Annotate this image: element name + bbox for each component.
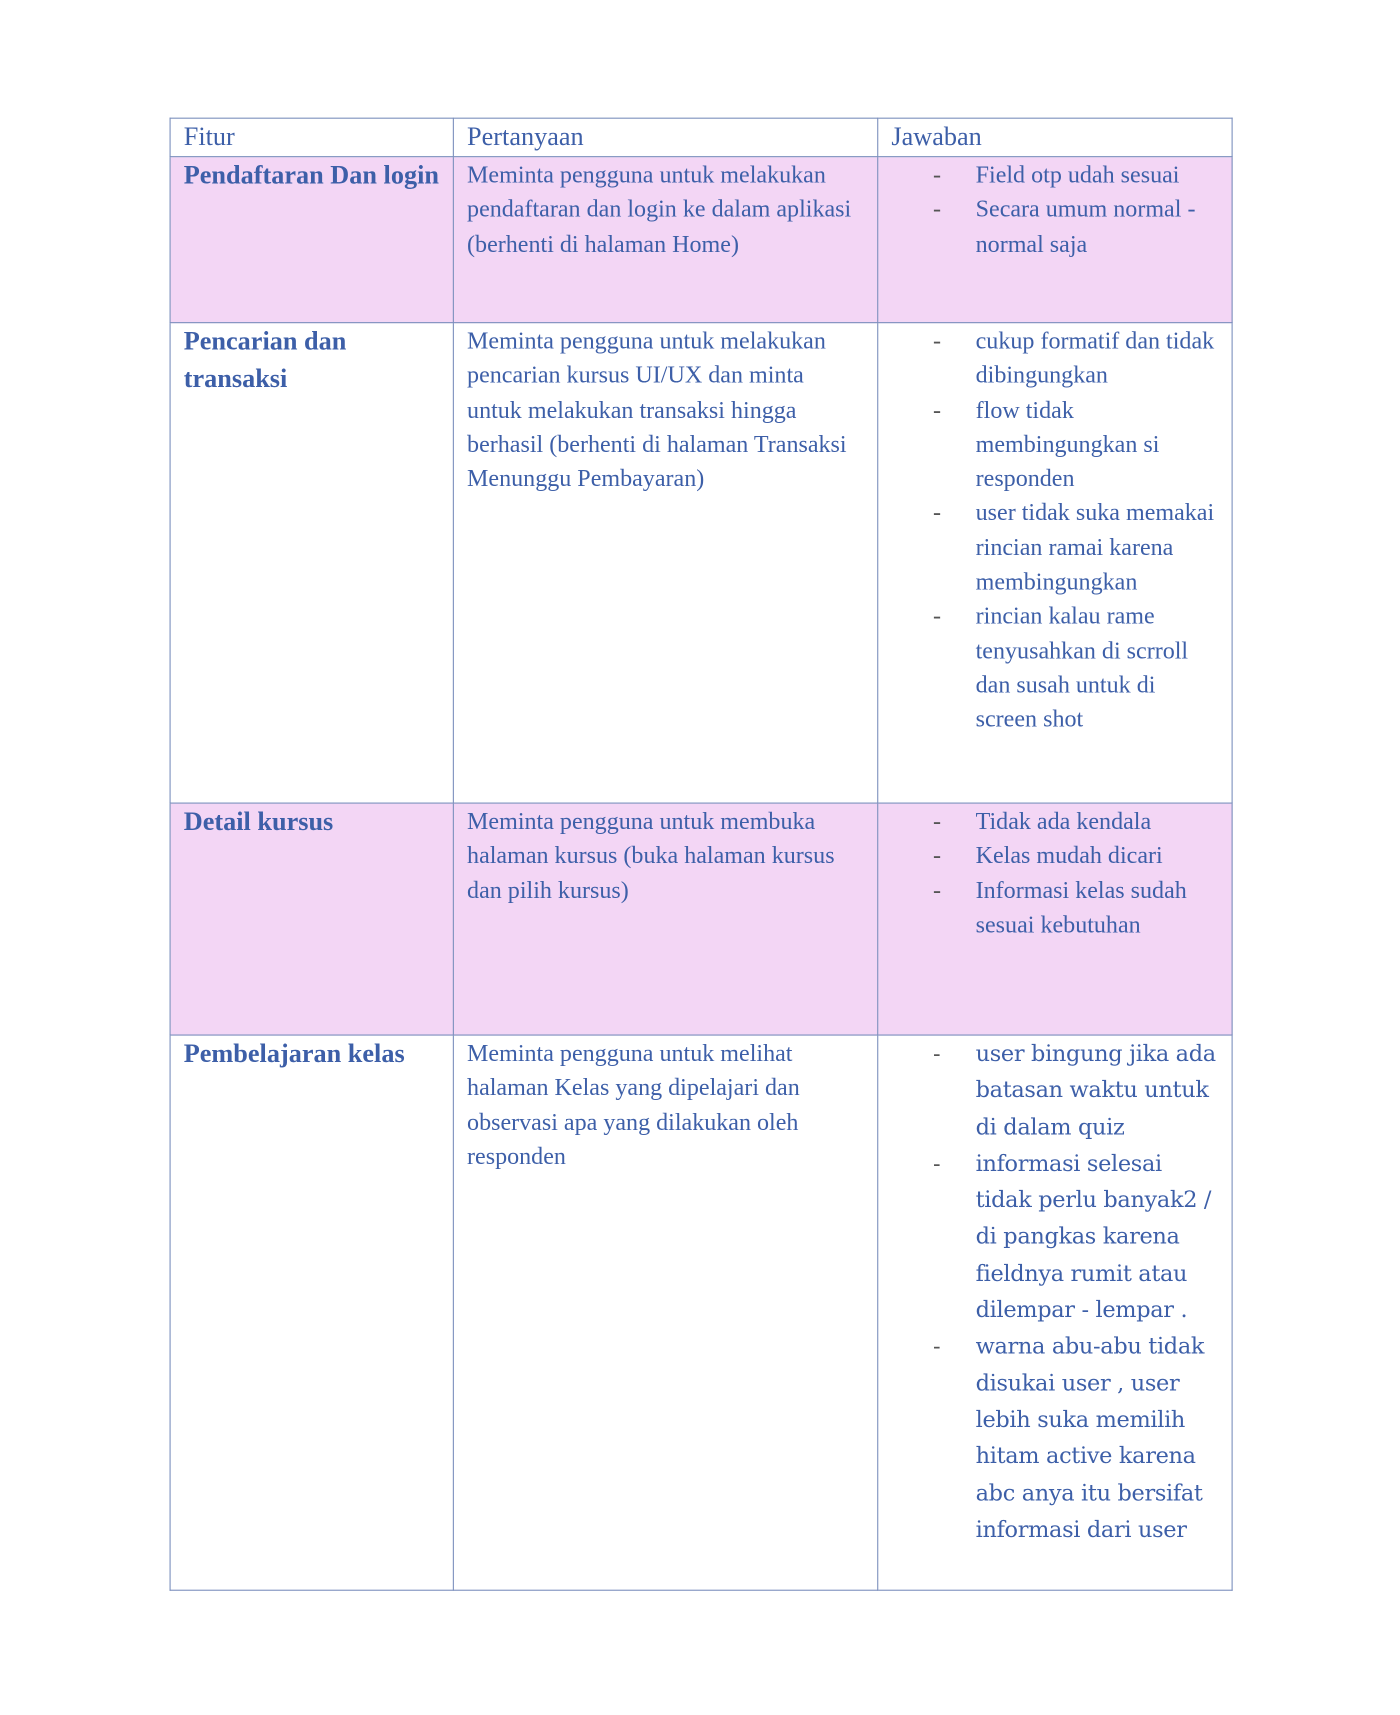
jawaban-cell	[878, 803, 1232, 1035]
answer-item	[891, 192, 1218, 261]
fitur-cell: Detail kursus	[170, 803, 453, 1035]
pertanyaan-cell: Meminta pengguna untuk membuka halaman kursus (buka halaman kursus dan pilih kursus)	[453, 803, 877, 1035]
fitur-cell: Pembelajaran kelas	[170, 1035, 453, 1590]
pertanyaan-cell: Meminta pengguna untuk melakukan pendaftaran dan login ke dalam aplikasi (berhenti di halaman Home)	[453, 157, 877, 323]
bullet-dash: -	[932, 395, 941, 423]
bullet-dash: -	[932, 1332, 941, 1360]
answer-text: user tidak suka memakai rincian ramai karena membingungkan	[975, 498, 1215, 595]
answer-item	[891, 1328, 1218, 1548]
answer-list	[891, 1036, 1218, 1548]
answer-item	[891, 804, 1218, 838]
answer-item	[891, 1145, 1218, 1328]
fitur-cell: Pencarian dan transaksi	[170, 323, 453, 803]
pertanyaan-cell: Meminta pengguna untuk melihat halaman Kelas yang dipelajari dan observasi apa yang dilakukan oleh responden	[453, 1035, 877, 1590]
table-row	[170, 803, 1232, 1035]
answer-text: Kelas mudah dicari	[975, 841, 1163, 869]
answer-item	[891, 392, 1218, 495]
table-row	[170, 1035, 1232, 1590]
answer-text: warna abu-abu tidak disukai user , user lebih suka memilih hitam active karena abc anya itu bersifat informasi dari user	[975, 1332, 1205, 1543]
pertanyaan-cell: Meminta pengguna untuk melakukan pencarian kursus UI/UX dan minta untuk melakukan transaksi hingga berhasil (berhenti di halaman Transaksi Menunggu Pembayaran)	[453, 323, 877, 803]
answer-list	[891, 323, 1218, 736]
usability-test-table	[170, 118, 1233, 1591]
answer-text: Secara umum normal - normal saja	[975, 194, 1196, 257]
answer-text: flow tidak membingungkan si responden	[975, 395, 1160, 492]
bullet-dash: -	[932, 875, 941, 904]
answer-item	[891, 598, 1218, 736]
bullet-dash: -	[932, 806, 941, 835]
bullet-dash: -	[932, 1149, 941, 1177]
fitur-cell: Pendaftaran Dan login	[170, 157, 453, 323]
jawaban-cell	[878, 157, 1232, 323]
header-jawaban: Jawaban	[878, 118, 1232, 156]
answer-text: rincian kalau rame tenyusahkan di scrroll dan susah untuk di screen shot	[975, 601, 1189, 733]
answer-text: user bingung jika ada batasan waktu untuk di dalam quiz	[975, 1039, 1216, 1140]
header-fitur: Fitur	[170, 118, 453, 156]
answer-item	[891, 872, 1218, 941]
answer-text: Tidak ada kendala	[975, 806, 1152, 835]
answer-list	[891, 157, 1218, 260]
bullet-dash: -	[932, 601, 941, 630]
answer-item	[891, 495, 1218, 598]
answer-text: informasi selesai tidak perlu banyak2 / di pangkas karena fieldnya rumit atau dilempar - lempar .	[975, 1149, 1212, 1323]
bullet-dash: -	[932, 160, 941, 188]
bullet-dash: -	[932, 326, 941, 354]
bullet-dash: -	[932, 841, 941, 869]
answer-item	[891, 838, 1218, 872]
table-header-row	[170, 118, 1232, 156]
bullet-dash: -	[932, 498, 941, 527]
table-row	[170, 323, 1232, 803]
bullet-dash: -	[932, 194, 941, 223]
answer-item	[891, 157, 1218, 191]
jawaban-cell	[878, 1035, 1232, 1590]
answer-text: Field otp udah sesuai	[975, 160, 1180, 188]
bullet-dash: -	[932, 1039, 941, 1067]
answer-text: Informasi kelas sudah sesuai kebutuhan	[975, 875, 1187, 938]
answer-text: cukup formatif dan tidak dibingungkan	[975, 326, 1215, 389]
answer-list	[891, 804, 1218, 942]
table-row	[170, 157, 1232, 323]
answer-item	[891, 1036, 1218, 1146]
jawaban-cell	[878, 323, 1232, 803]
header-pertanyaan: Pertanyaan	[453, 118, 877, 156]
answer-item	[891, 323, 1218, 392]
